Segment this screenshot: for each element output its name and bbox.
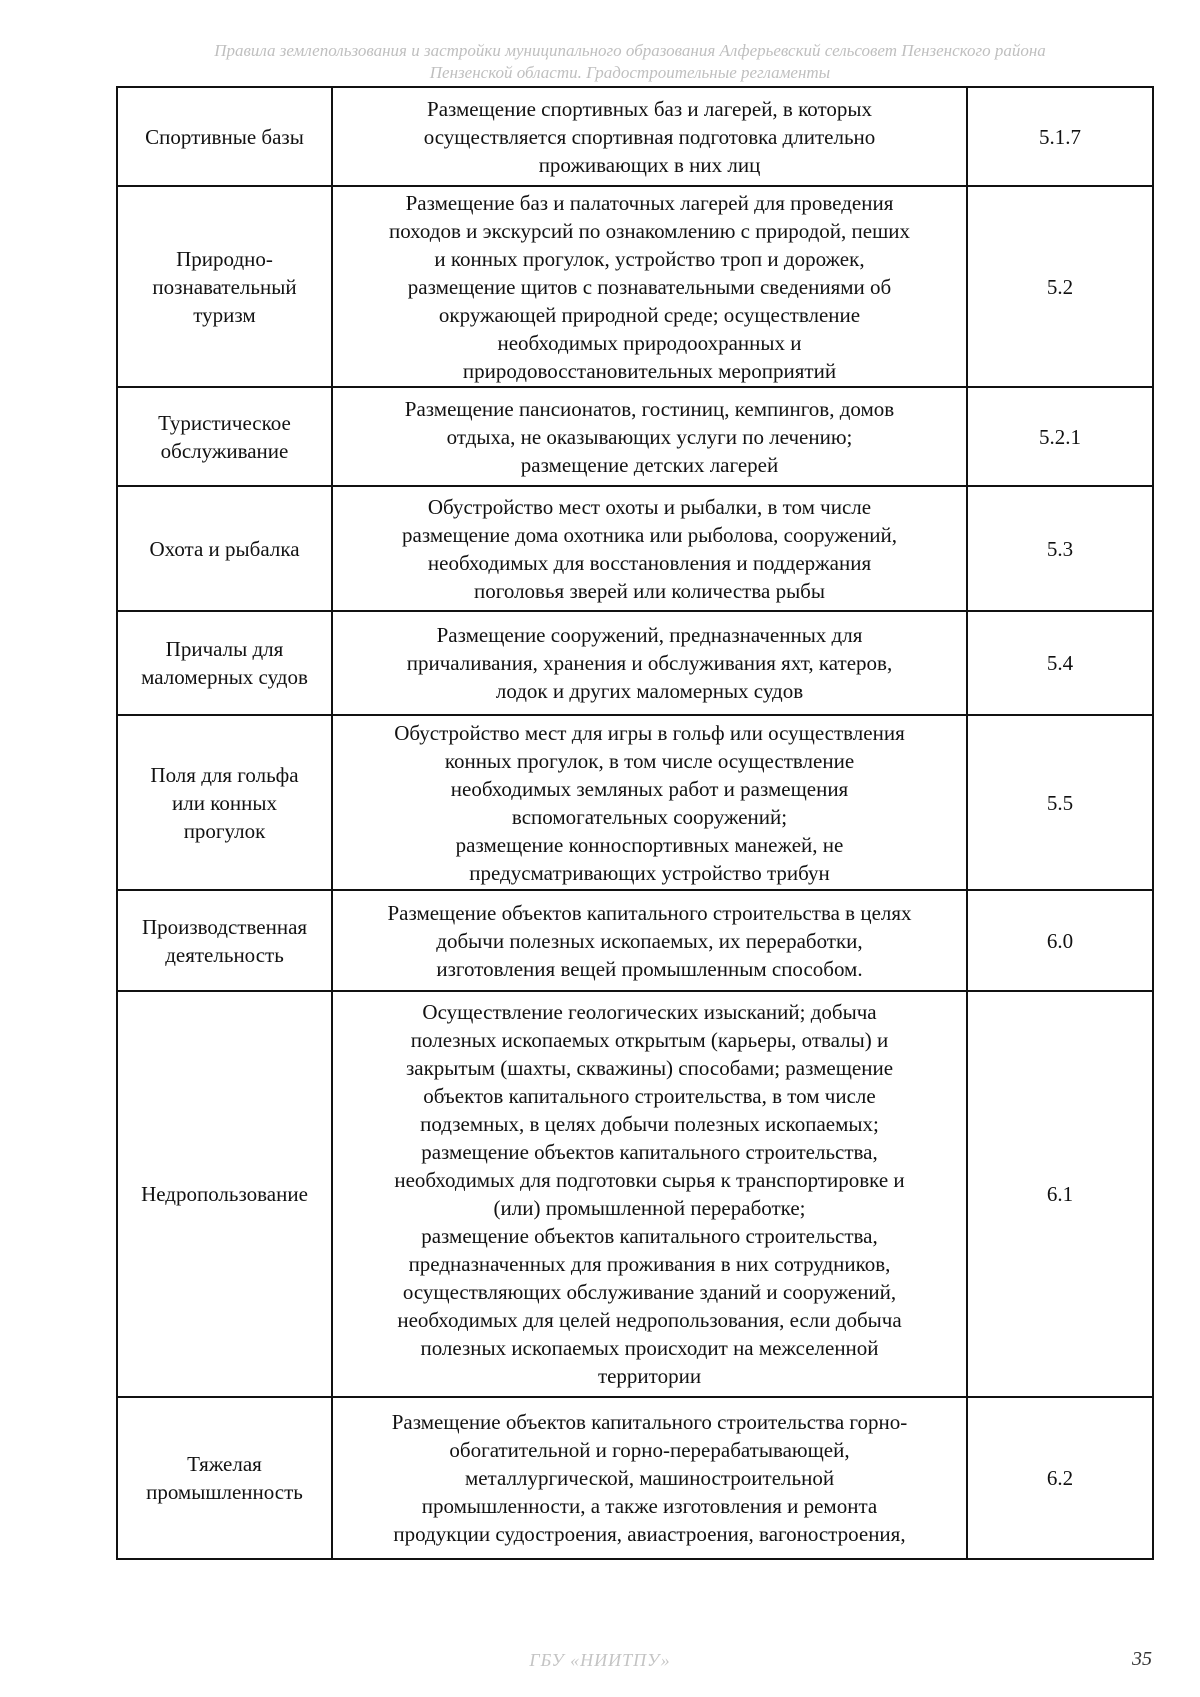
use-type-description: Размещение сооружений, предназначенных для причаливания, хранения и обслуживания яхт, катеров, лодок и других маломерных судов	[332, 611, 967, 715]
table-row	[117, 87, 1153, 186]
table-row	[117, 486, 1153, 611]
page-number: 35	[1132, 1648, 1152, 1670]
use-type-name: Туристическое обслуживание	[117, 387, 332, 486]
use-type-code: 5.3	[967, 486, 1153, 611]
table-row	[117, 611, 1153, 715]
use-type-code: 6.0	[967, 890, 1153, 991]
use-type-description: Обустройство мест охоты и рыбалки, в том числе размещение дома охотника или рыболова, сооружений, необходимых для восстановления и поддержания поголовья зверей или количества рыбы	[332, 486, 967, 611]
use-type-description: Размещение спортивных баз и лагерей, в которых осуществляется спортивная подготовка длительно проживающих в них лиц	[332, 87, 967, 186]
table-row	[117, 387, 1153, 486]
use-type-name: Спортивные базы	[117, 87, 332, 186]
table-row	[117, 186, 1153, 387]
use-type-name: Производственная деятельность	[117, 890, 332, 991]
header-line-1: Правила землепользования и застройки муниципального образования Алферьевский сельсовет Пензенского района	[214, 41, 1046, 60]
use-type-name: Недропользование	[117, 991, 332, 1397]
use-type-name: Тяжелая промышленность	[117, 1397, 332, 1559]
use-type-name: Причалы для маломерных судов	[117, 611, 332, 715]
header-line-2: Пензенской области. Градостроительные регламенты	[429, 63, 831, 82]
use-type-description: Осуществление геологических изысканий; добыча полезных ископаемых открытым (карьеры, отвалы) и закрытым (шахты, скважины) способами; размещение объектов капитального строительства, в том числе подземных, в целях добычи полезных ископаемых; размещение объектов капитального строительства, необходимых для подготовки сырья к транспортировке и (или) промышленной переработке; размещение объектов капитального строительства, предназначенных для проживания в них сотрудников, осуществляющих обслуживание зданий и сооружений, необходимых для целей недропользования, если добыча полезных ископаемых происходит на межселенной территории	[332, 991, 967, 1397]
table-row	[117, 991, 1153, 1397]
use-type-description: Размещение баз и палаточных лагерей для проведения походов и экскурсий по ознакомлению с природой, пеших и конных прогулок, устройство троп и дорожек, размещение щитов с познавательными сведениями об окружающей природной среде; осуществление необходимых природоохранных и природовосстановительных мероприятий	[332, 186, 967, 387]
use-type-name: Охота и рыбалка	[117, 486, 332, 611]
use-type-code: 5.1.7	[967, 87, 1153, 186]
use-type-name: Природно- познавательный туризм	[117, 186, 332, 387]
use-type-code: 5.5	[967, 715, 1153, 890]
use-type-description: Размещение пансионатов, гостиниц, кемпингов, домов отдыха, не оказывающих услуги по лечению; размещение детских лагерей	[332, 387, 967, 486]
use-type-name: Поля для гольфа или конных прогулок	[117, 715, 332, 890]
footer-organization: ГБУ «НИИТПУ»	[529, 1650, 671, 1670]
use-type-code: 6.2	[967, 1397, 1153, 1559]
running-header	[110, 40, 1150, 84]
use-type-code: 5.2.1	[967, 387, 1153, 486]
regulations-table	[116, 86, 1154, 1560]
use-type-description: Обустройство мест для игры в гольф или осуществления конных прогулок, в том числе осуществление необходимых земляных работ и размещения вспомогательных сооружений; размещение конноспортивных манежей, не предусматривающих устройство трибун	[332, 715, 967, 890]
use-type-description: Размещение объектов капитального строительства в целях добычи полезных ископаемых, их переработки, изготовления вещей промышленным способом.	[332, 890, 967, 991]
use-type-code: 6.1	[967, 991, 1153, 1397]
table-row	[117, 715, 1153, 890]
use-type-code: 5.4	[967, 611, 1153, 715]
table-row	[117, 890, 1153, 991]
use-type-code: 5.2	[967, 186, 1153, 387]
use-type-description: Размещение объектов капитального строительства горно- обогатительной и горно-перерабатывающей, металлургической, машиностроительной промышленности, а также изготовления и ремонта продукции судостроения, авиастроения, вагоностроения,	[332, 1397, 967, 1559]
table-row	[117, 1397, 1153, 1559]
